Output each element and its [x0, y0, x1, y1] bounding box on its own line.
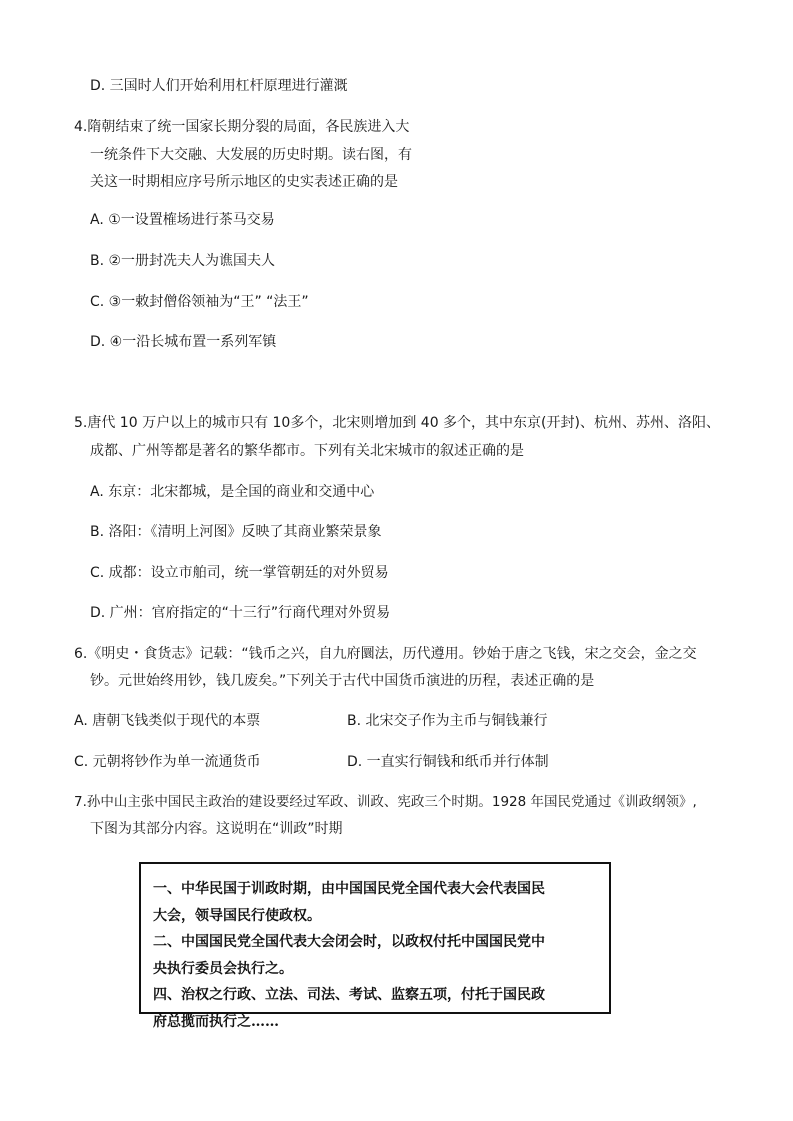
quote-line-3: 二、中国国民党全国代表大会闭会时，以政权付托中国国民党中: [153, 934, 545, 950]
training-program-excerpt-box: [139, 862, 611, 1030]
q5-option-a: A. 东京：北宋都城，是全国的商业和交通中心: [90, 484, 375, 500]
q5-stem-line-1: 5.唐代 10 万户以上的城市只有 10多个，北宋则增加到 40 多个，其中东京(开封)、杭州、苏州、洛阳、: [74, 415, 720, 431]
q4-stem-line-2: 一统条件下大交融、大发展的历史时期。读右图，有: [90, 147, 412, 163]
q5-option-c: C. 成都：设立市舶司，统一掌管朝廷的对外贸易: [90, 565, 389, 581]
q7-stem-line-1: 7.孙中山主张中国民主政治的建设要经过军政、训政、宪政三个时期。1928 年国民党通过《训政纲领》,: [74, 794, 697, 810]
q4-option-b: B. ②一册封冼夫人为谯国夫人: [90, 253, 276, 269]
quote-line-6: 府总揽而执行之……: [153, 1013, 279, 1030]
q4-stem-line-3: 关这一时期相应序号所示地区的史实表述正确的是: [90, 174, 398, 190]
quote-line-4: 央执行委员会执行之。: [153, 960, 293, 977]
q4-option-c: C. ③一敕封僧俗领袖为“王” “法王”: [90, 294, 309, 310]
q6-option-a: A. 唐朝飞钱类似于现代的本票: [74, 713, 261, 729]
q6-stem-line-2: 钞。元世始终用钞，钱几废矣。”下列关于古代中国货币演进的历程，表述正确的是: [90, 673, 595, 689]
quote-line-5: 四、治权之行政、立法、司法、考试、监察五项，付托于国民政: [153, 987, 545, 1003]
q6-option-b: B. 北宋交子作为主币与铜钱兼行: [347, 713, 548, 729]
quote-line-2: 大会，领导国民行使政权。: [153, 907, 321, 924]
q6-option-d: D. 一直实行铜钱和纸币并行体制: [347, 754, 549, 770]
q5-stem-line-2: 成都、广州等都是著名的繁华都市。下列有关北宋城市的叙述正确的是: [90, 443, 524, 459]
q5-option-b: B. 洛阳：《清明上河图》反映了其商业繁荣景象: [90, 524, 382, 540]
q6-stem-line-1: 6.《明史・食货志》记载：“钱币之兴，自九府圜法，历代遵用。钞始于唐之飞钱，宋之交会，金之交: [74, 646, 697, 662]
q3-option-d: D. 三国时人们开始利用杠杆原理进行灌溉: [90, 78, 348, 94]
q5-option-d: D. 广州：官府指定的“十三行”行商代理对外贸易: [90, 605, 391, 621]
quote-line-1: 一、中华民国于训政时期，由中国国民党全国代表大会代表国民: [153, 881, 545, 897]
q4-option-d: D. ④一沿长城布置一系列军镇: [90, 334, 277, 350]
q7-stem-line-2: 下图为其部分内容。这说明在“训政”时期: [90, 821, 343, 837]
q6-option-c: C. 元朝将钞作为单一流通货币: [74, 754, 261, 770]
q4-option-a: A. ①一设置榷场进行茶马交易: [90, 212, 275, 228]
q4-stem-line-1: 4.隋朝结束了统一国家长期分裂的局面，各民族进入大: [74, 119, 410, 135]
